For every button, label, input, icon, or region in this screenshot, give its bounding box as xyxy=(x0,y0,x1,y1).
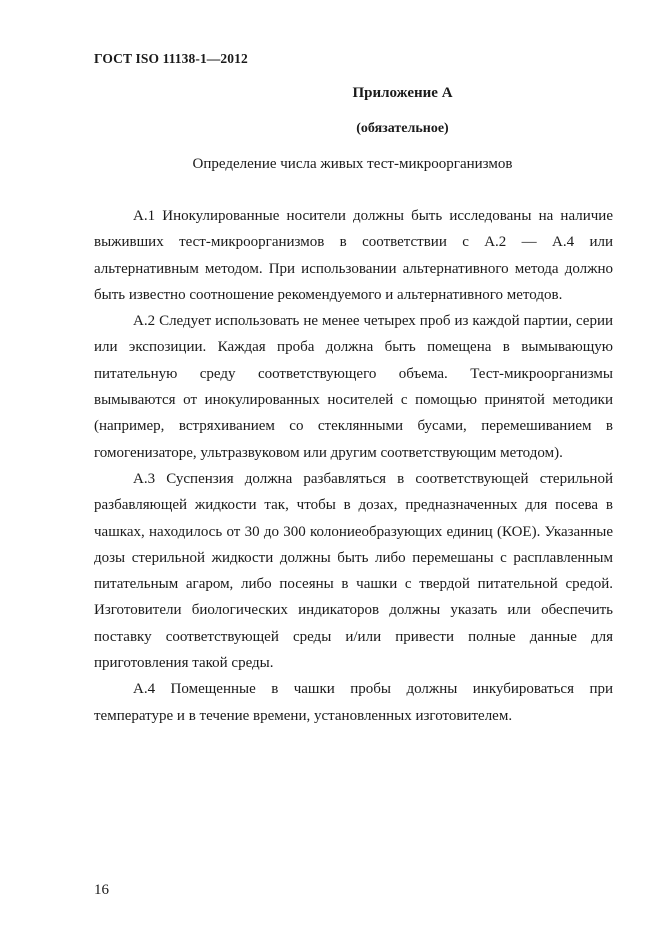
document-standard-code: ГОСТ ISO 11138-1—2012 xyxy=(94,51,248,66)
paragraph-a4: А.4 Помещенные в чашки пробы должны инкубироваться при температуре и в течение времени, установленных изготовителем. xyxy=(94,681,613,724)
annex-heading: Определение числа живых тест-микроорганизмов xyxy=(192,156,513,172)
annex-title: Приложение А xyxy=(352,85,453,101)
annex-body xyxy=(94,203,613,729)
annex-status: (обязательное) xyxy=(356,121,449,136)
page-number: 16 xyxy=(94,882,109,898)
paragraph-a1: А.1 Инокулированные носители должны быть исследованы на наличие выживших тест-микроорганизмов в соответствии с А.2 — А.4 или альтернативным методом. При использовании альтернативного метода должно быть известно соотношение рекомендуемого и альтернативного методов. xyxy=(94,208,613,303)
paragraph-a3: А.3 Суспензия должна разбавляться в соответствующей стерильной разбавляющей жидкости так, чтобы в дозах, предназначенных для посева в чашках, находилось от 30 до 300 колониеобразующих единиц (КОЕ). Указанные дозы стерильной жидкости должны быть либо перемешаны с расплавленным питательным агаром, либо посеяны в чашки с твердой питательной средой. Изготовители биологических индикаторов должны указать или обеспечить поставку соответствующей среды и/или привести полные данные для приготовления такой среды. xyxy=(94,470,613,672)
paragraph-a2: А.2 Следует использовать не менее четырех проб из каждой партии, серии или экспозиции. Каждая проба должна быть помещена в вымывающую питательную среду соответствующего объема. Тест-микроорганизмы вымываются от инокулированных носителей с помощью принятой методики (например, встряхиванием со стеклянными бусами, перемешиванием в гомогенизаторе, ультразвуковом или другим соответствующим методом). xyxy=(94,313,613,461)
